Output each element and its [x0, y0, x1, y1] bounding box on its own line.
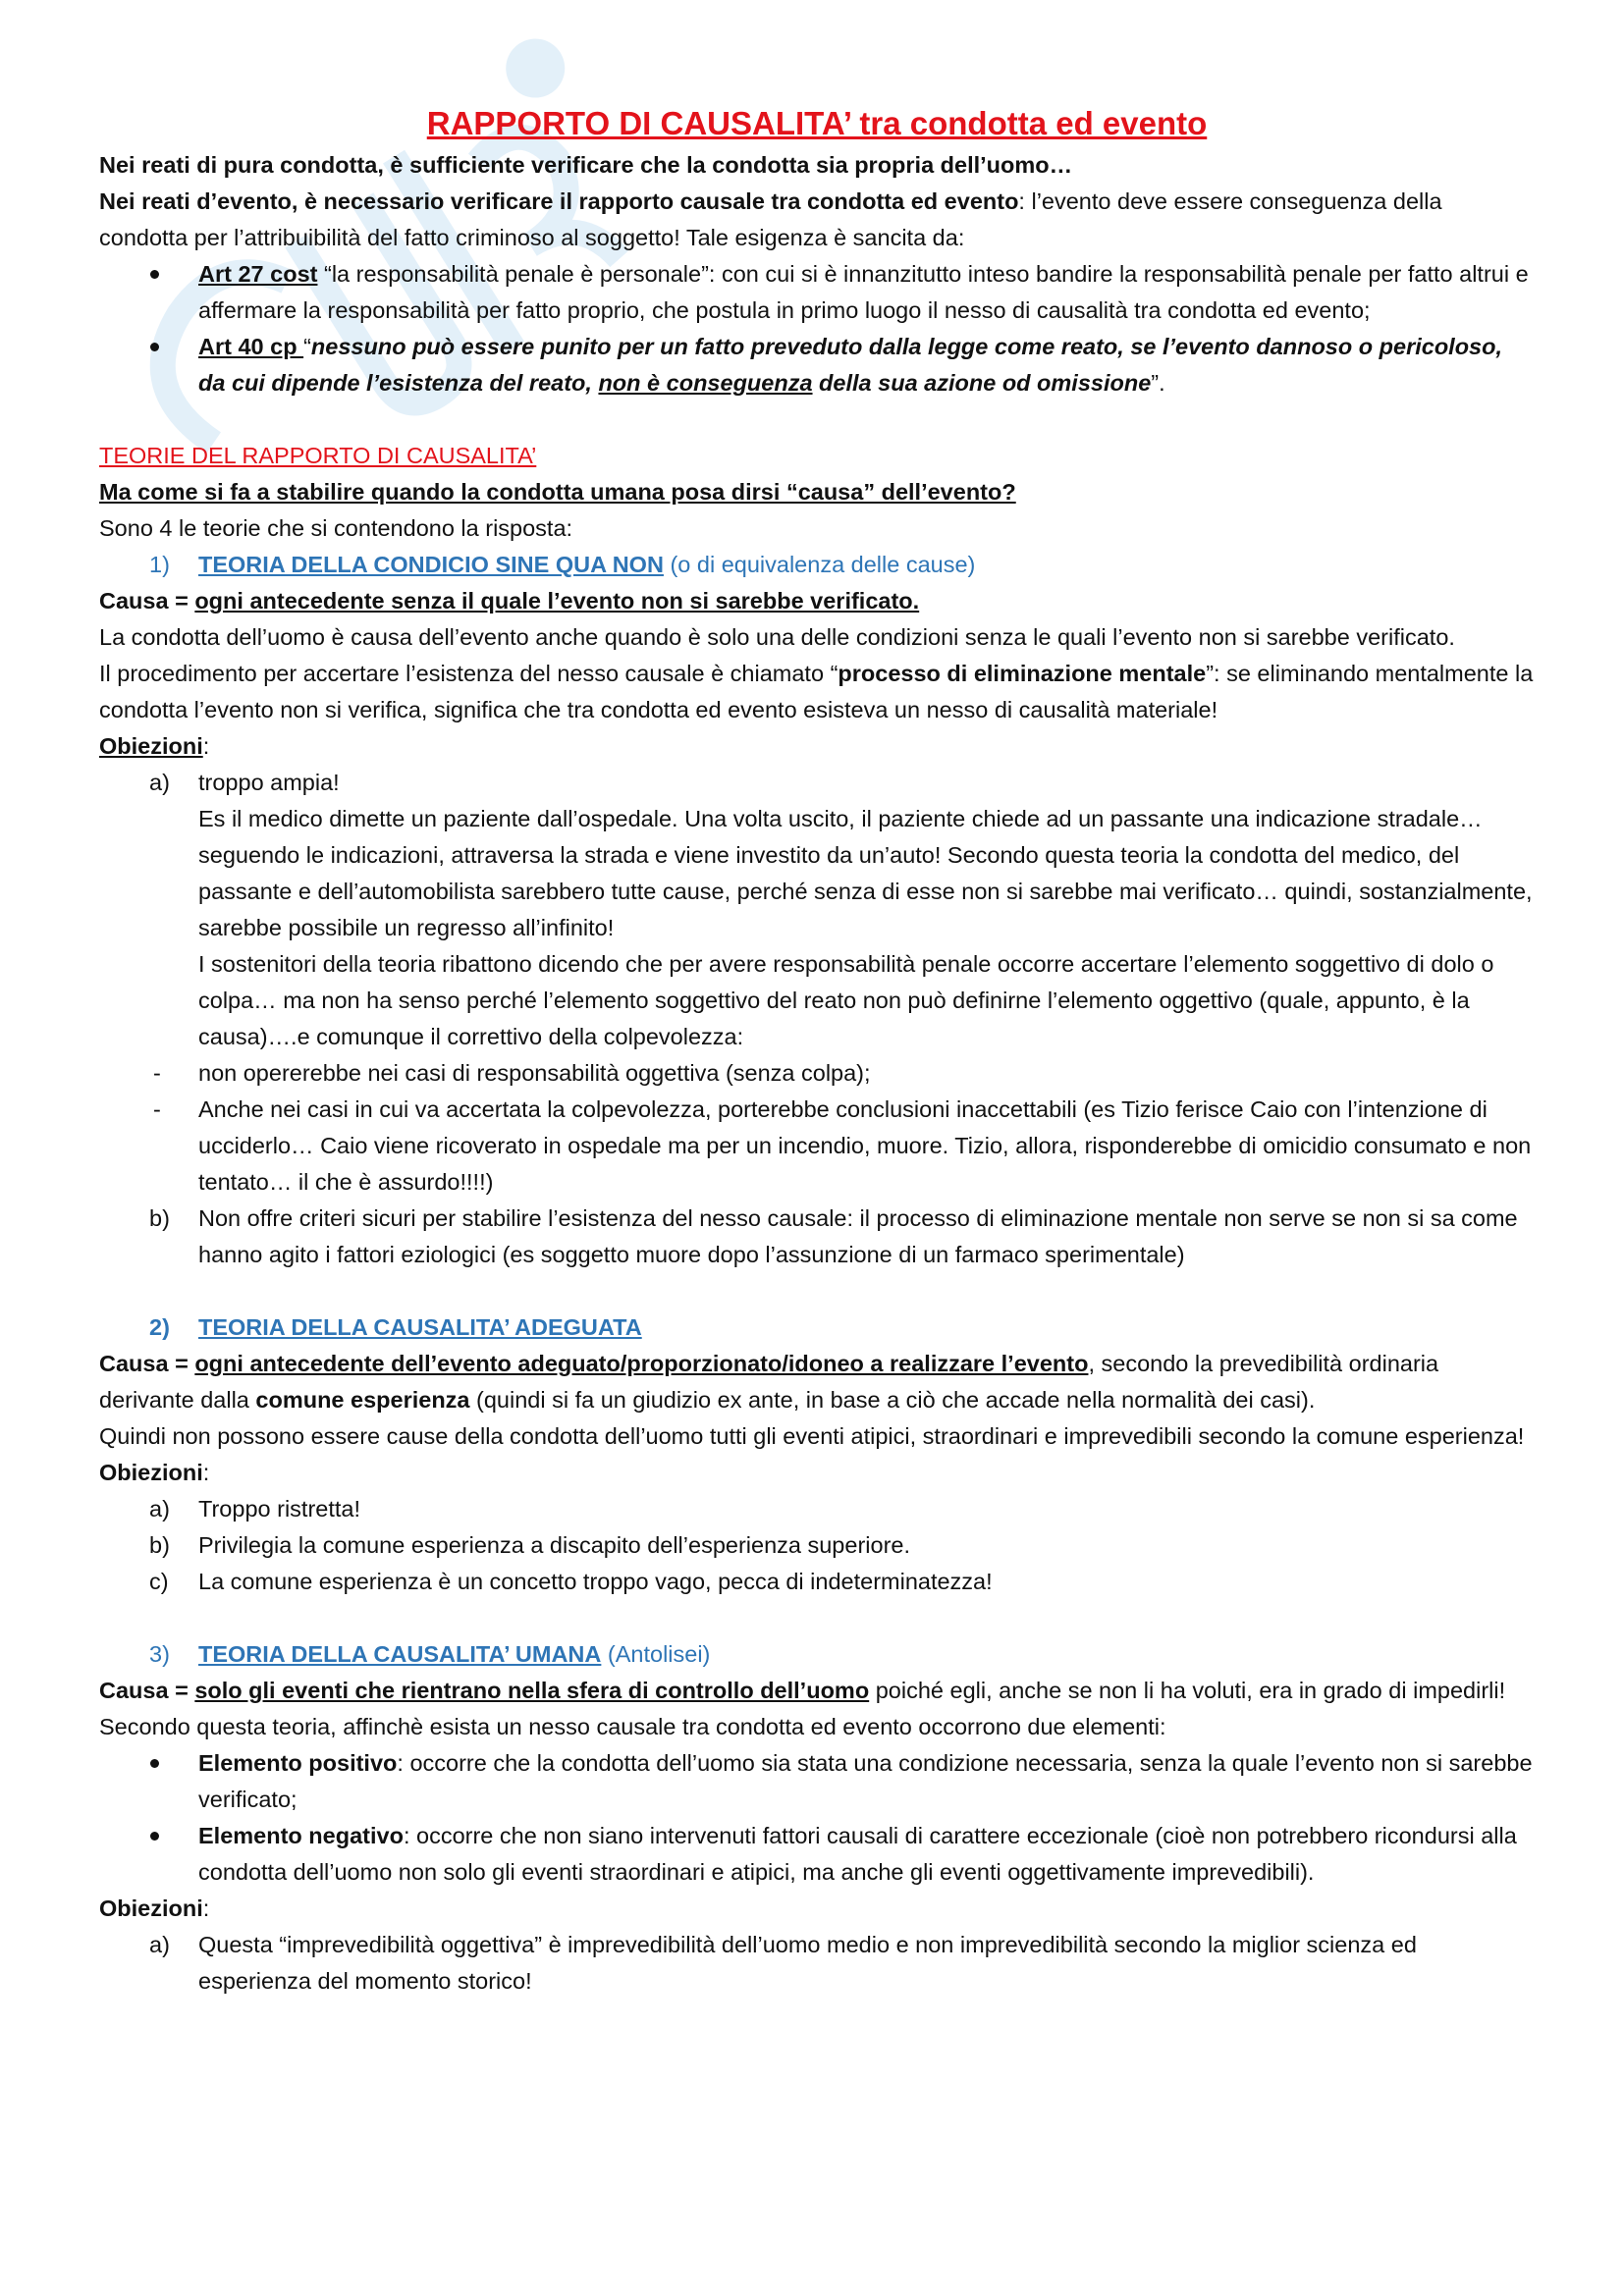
theory-3-objections-title: Obiezioni — [99, 1896, 203, 1921]
art-40-quote-close: ”. — [1151, 370, 1165, 396]
theory-2-name: TEORIA DELLA CAUSALITA’ ADEGUATA — [198, 1314, 642, 1340]
objection-text: La comune esperienza è un concetto troppo vago, pecca di indeterminatezza! — [198, 1569, 993, 1594]
theory-2-causa-rest-a: , secondo la prevedibilità ordinaria derivante dalla — [99, 1351, 1439, 1413]
objection-a-title: troppo ampia! — [198, 770, 340, 795]
theory-2-objection-a — [99, 1491, 1535, 1527]
intro-paragraph-2 — [99, 184, 1535, 256]
theory-3-causa — [99, 1673, 1535, 1709]
bullet-label: Elemento negativo — [198, 1823, 404, 1848]
theory-3-causa-label: Causa = — [99, 1678, 195, 1703]
dash-item-1-text: non opererebbe nei casi di responsabilità oggettiva (senza colpa); — [198, 1060, 871, 1086]
theories-heading: TEORIE DEL RAPPORTO DI CAUSALITA’ — [99, 443, 537, 468]
theory-2-causa — [99, 1346, 1535, 1418]
theory-1-paragraph-1: La condotta dell’uomo è causa dell’evento anche quando è solo una delle condizioni senza le quali l’evento non si sarebbe verificato. — [99, 624, 1455, 650]
intro-paragraph-2-bold: Nei reati d’evento, è necessario verificare il rapporto causale tra condotta ed evento — [99, 188, 1019, 214]
theory-3-name: TEORIA DELLA CAUSALITA’ UMANA — [198, 1641, 602, 1667]
objection-a-rebuttal: I sostenitori della teoria ribattono dicendo che per avere responsabilità penale occorre accertare l’elemento soggettivo di dolo o colpa… ma non ha senso perché l’elemento soggettivo del reato non può definirne l’elemento oggettivo (quale, appunto, è la causa)….e comunque il correttivo della colpevolezza: — [198, 951, 1494, 1049]
theory-1-number: 1) — [149, 552, 170, 577]
list-marker: - — [153, 1096, 161, 1122]
theory-1-dash-item-1 — [99, 1055, 1535, 1092]
bullet-label: Elemento positivo — [198, 1750, 398, 1776]
art-40-quote-open: “ — [303, 334, 311, 359]
theory-1-paragraph-2-c: ”: se eliminando mentalmente la condotta l’evento non si verifica, significa che tra condotta ed evento esisteva un nesso di causalità materiale! — [99, 661, 1534, 722]
theory-2-objections-colon: : — [202, 1460, 210, 1485]
theory-2-causa-label: Causa = — [99, 1351, 195, 1376]
theory-2-causa-definition: ogni antecedente dell’evento adeguato/proporzionato/idoneo a realizzare l’evento — [194, 1351, 1089, 1376]
theory-3-subtitle: (Antolisei) — [601, 1641, 711, 1667]
list-marker: c) — [149, 1569, 169, 1594]
intro-paragraph-1: Nei reati di pura condotta, è sufficiente verificare che la condotta sia propria dell’uomo… — [99, 152, 1073, 178]
spacer — [99, 1273, 1535, 1309]
theory-2-causa-rest-b: (quindi si fa un giudizio ex ante, in base a ciò che accade nella normalità dei casi). — [469, 1387, 1316, 1413]
theory-1-heading — [99, 547, 1535, 583]
spacer — [99, 1600, 1535, 1636]
list-marker: a) — [149, 770, 170, 795]
theory-2-objections-title: Obiezioni — [99, 1460, 203, 1485]
theory-1-name: TEORIA DELLA CONDICIO SINE QUA NON — [198, 552, 664, 577]
theory-1-objections-title: Obiezioni — [99, 733, 203, 759]
theory-1-objections-label — [99, 728, 1535, 765]
theory-3-causa-definition: solo gli eventi che rientrano nella sfera di controllo dell’uomo — [194, 1678, 870, 1703]
list-marker: a) — [149, 1932, 170, 1957]
theory-1-causa-label: Causa = — [99, 588, 195, 614]
bullet-dot — [150, 1759, 159, 1768]
bullet-text: : occorre che non siano intervenuti fattori causali di carattere eccezionale (cioè non potrebbero ricondursi alla condotta dell’uomo non solo gli eventi straordinari e atipici, ma anche gli eventi oggettivamente imprevedibili). — [198, 1823, 1517, 1885]
bullet-dot — [150, 343, 159, 351]
theory-3-bullet-negative — [99, 1818, 1535, 1891]
theories-question: Ma come si fa a stabilire quando la condotta umana posa dirsi “causa” dell’evento? — [99, 479, 1016, 505]
objection-text: Troppo ristretta! — [198, 1496, 360, 1522]
spacer — [99, 401, 1535, 438]
theory-3-paragraph-1: Secondo questa teoria, affinchè esista un nesso causale tra condotta ed evento occorrono due elementi: — [99, 1714, 1166, 1739]
theory-2-number: 2) — [149, 1314, 170, 1340]
theory-3-objections-colon: : — [202, 1896, 210, 1921]
theory-1-objections-colon: : — [202, 733, 210, 759]
theory-2-objection-c — [99, 1564, 1535, 1600]
objection-b-text: Non offre criteri sicuri per stabilire l’esistenza del nesso causale: il processo di eliminazione mentale non serve se non si sa come hanno agito i fattori eziologici (es soggetto muore dopo l’assunzione di un farmaco sperimentale) — [198, 1205, 1518, 1267]
theory-3-number: 3) — [149, 1641, 170, 1667]
list-marker: a) — [149, 1496, 170, 1522]
theory-3-heading — [99, 1636, 1535, 1673]
list-marker: b) — [149, 1205, 170, 1231]
objection-text: Questa “imprevedibilità oggettiva” è imprevedibilità dell’uomo medio e non imprevedibilità secondo la miglior scienza ed esperienza del momento storico! — [198, 1932, 1417, 1994]
theory-1-causa-definition: ogni antecedente senza il quale l’evento non si sarebbe verificato. — [194, 588, 920, 614]
art-40-quote-b: della sua azione od omissione — [812, 370, 1152, 396]
art-27-text: “la responsabilità penale è personale”: con cui si è innanzitutto inteso bandire la responsabilità penale per fatto altrui e affermare la responsabilità per fatto proprio, che postula in primo luogo il nesso di causalità tra condotta ed evento; — [198, 261, 1529, 323]
document-page — [99, 102, 1535, 2000]
theory-1-paragraph-2-bold: processo di eliminazione mentale — [838, 661, 1207, 686]
art-27-ref: Art 27 cost — [198, 261, 318, 287]
theory-3-bullet-positive — [99, 1745, 1535, 1818]
theory-2-causa-bold: comune esperienza — [255, 1387, 470, 1413]
intro-paragraph-2-text: : l’evento deve essere conseguenza della condotta per l’attribuibilità del fatto criminoso al soggetto! Tale esigenza è sancita da: — [99, 188, 1442, 250]
theory-1-objection-a — [99, 765, 1535, 1055]
list-marker: - — [153, 1060, 161, 1086]
objection-a-example: Es il medico dimette un paziente dall’ospedale. Una volta uscito, il paziente chiede ad un passante una indicazione stradale… seguendo le indicazioni, attraversa la strada e viene investito da un’auto! Secondo questa teoria la condotta del medico, del passante e dell’automobilista sarebbero tutte cause, perché senza di esse non si sarebbe mai verificato… quindi, sostanzialmente, sarebbe possibile un regresso all’infinito! — [198, 806, 1533, 940]
bullet-dot — [150, 270, 159, 279]
theory-2-paragraph-1: Quindi non possono essere cause della condotta dell’uomo tutti gli eventi atipici, straordinari e imprevedibili secondo la comune esperienza! — [99, 1423, 1525, 1449]
bullet-art-40 — [99, 329, 1535, 401]
theories-lead: Sono 4 le teorie che si contendono la risposta: — [99, 515, 573, 541]
theory-2-objection-b — [99, 1527, 1535, 1564]
theory-1-paragraph-2-a: Il procedimento per accertare l’esistenza del nesso causale è chiamato “ — [99, 661, 839, 686]
art-40-quote-underlined: non è conseguenza — [598, 370, 813, 396]
page-title: RAPPORTO DI CAUSALITA’ tra condotta ed evento — [426, 105, 1208, 141]
theory-1-objection-b — [99, 1201, 1535, 1273]
theory-1-dash-item-2 — [99, 1092, 1535, 1201]
theory-2-heading — [99, 1309, 1535, 1346]
theory-3-objection-a — [99, 1927, 1535, 2000]
bullet-dot — [150, 1832, 159, 1841]
dash-item-2-text: Anche nei casi in cui va accertata la colpevolezza, porterebbe conclusioni inaccettabili (es Tizio ferisce Caio con l’intenzione di ucciderlo… Caio viene ricoverato in ospedale ma per un incendio, muore. Tizio, allora, risponderebbe di omicidio consumato e non tentato… il che è assurdo!!!!) — [198, 1096, 1532, 1195]
art-40-quote-a: nessuno può essere punito per un fatto preveduto dalla legge come reato, se l’evento dannoso o pericoloso, da cui dipende l’esistenza del reato, — [198, 334, 1503, 396]
theory-1-paragraph-2 — [99, 656, 1535, 728]
list-marker: b) — [149, 1532, 170, 1558]
theory-1-causa — [99, 583, 1535, 619]
theory-1-subtitle: (o di equivalenza delle cause) — [663, 552, 976, 577]
theory-2-objections-label — [99, 1455, 1535, 1491]
art-40-ref: Art 40 cp — [198, 334, 304, 359]
bullet-text: : occorre che la condotta dell’uomo sia stata una condizione necessaria, senza la quale l’evento non si sarebbe verificato; — [198, 1750, 1533, 1812]
objection-text: Privilegia la comune esperienza a discapito dell’esperienza superiore. — [198, 1532, 910, 1558]
bullet-art-27 — [99, 256, 1535, 329]
theory-3-causa-rest: poiché egli, anche se non li ha voluti, era in grado di impedirli! — [869, 1678, 1506, 1703]
theory-3-objections-label — [99, 1891, 1535, 1927]
